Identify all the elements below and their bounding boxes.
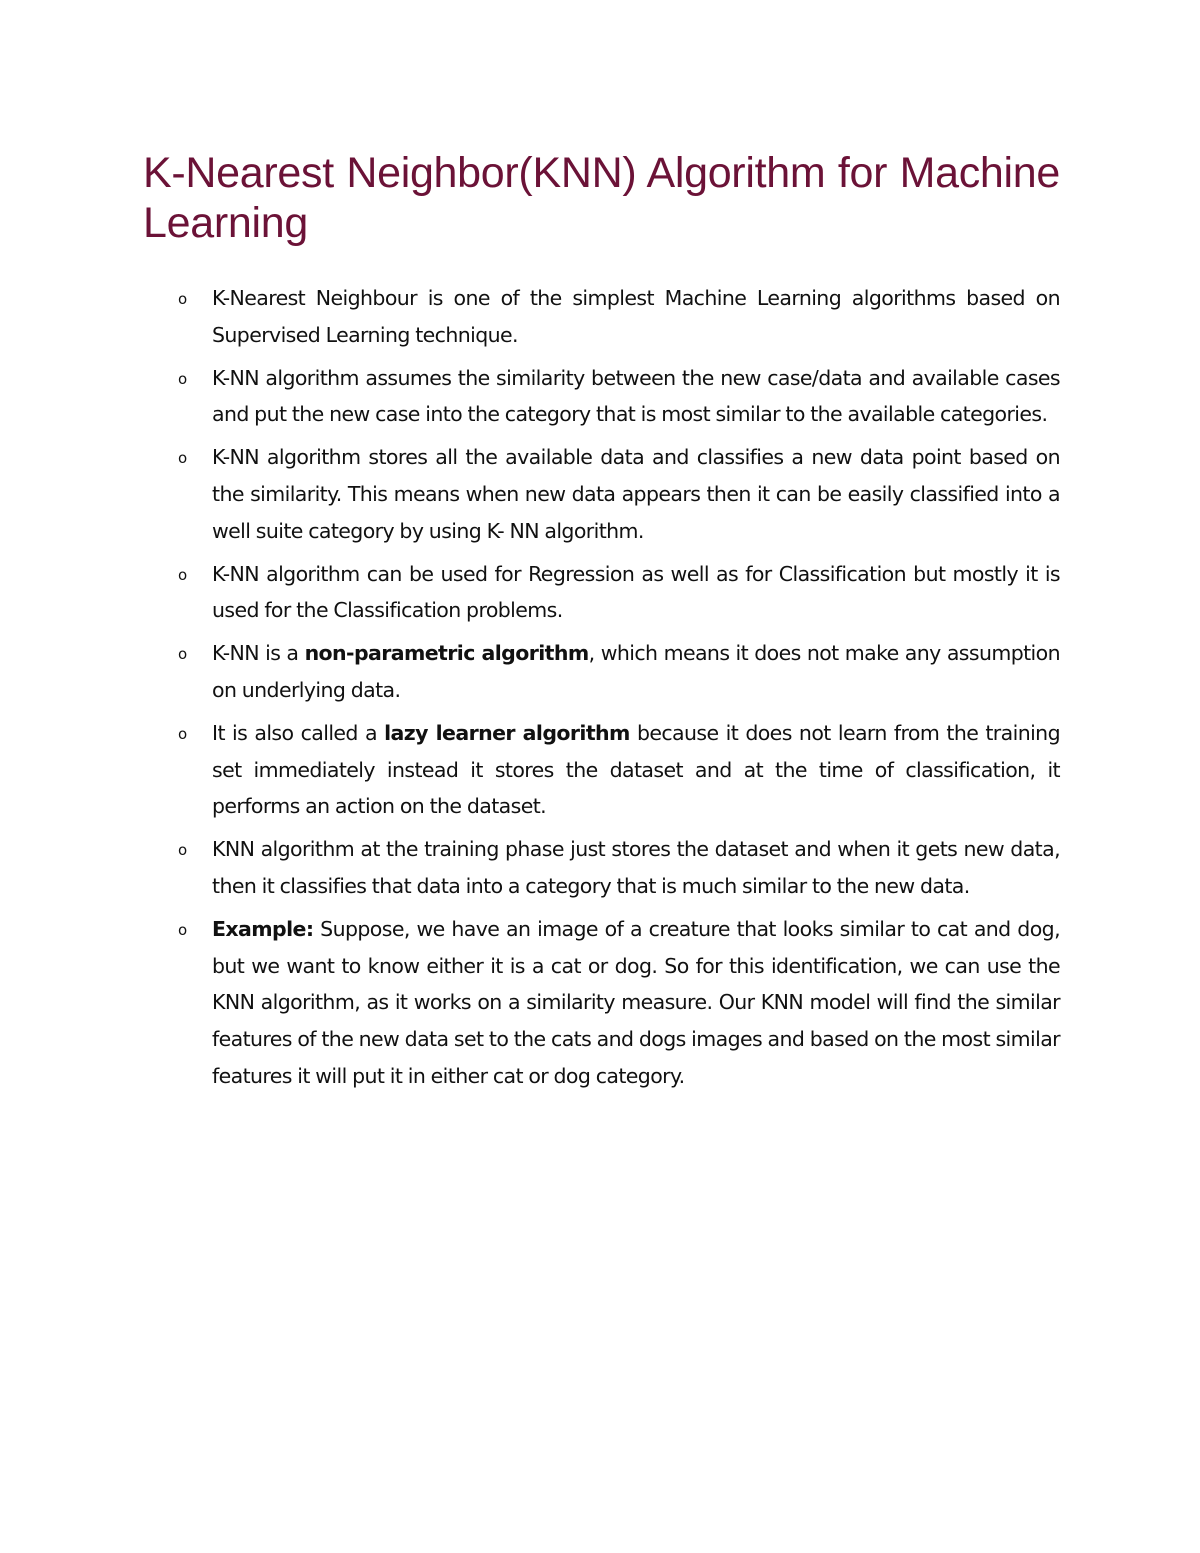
bullet-list: [172, 280, 1060, 1101]
list-item: [172, 715, 1060, 825]
item-text: K-NN algorithm stores all the available data and classifies a new data point based on the similarity. This means when new data appears then it can be easily classified into a well suite category by using K- NN algorithm.: [212, 445, 1060, 543]
item-text-after: , which means it does not make any assumption on underlying data.: [212, 641, 1060, 702]
bullet-circle-icon: o: [178, 290, 187, 308]
list-item: [172, 635, 1060, 709]
item-bold-text: non-parametric algorithm: [304, 641, 589, 666]
bullet-circle-icon: o: [178, 565, 187, 584]
bullet-circle-icon: o: [178, 449, 187, 468]
list-item: [172, 831, 1060, 905]
bullet-circle-icon: o: [178, 369, 187, 388]
page-title: K-Nearest Neighbor(KNN) Algorithm for Machine Learning: [143, 149, 1060, 247]
item-text: KNN algorithm at the training phase just stores the dataset and when it gets new data, then it classifies that data into a category that is much similar to the new data.: [212, 837, 1060, 898]
item-text-after: Suppose, we have an image of a creature that looks similar to cat and dog, but we want to know either it is a cat or dog. So for this identification, we can use the KNN algorithm, as it works on a similarity measure. Our KNN model will find the similar features of the new data set to the cats and dogs images and based on the most similar features it will put it in either cat or dog category.: [212, 916, 1060, 1088]
bullet-circle-icon: o: [178, 920, 187, 939]
item-text-after: because it does not learn from the training set immediately instead it stores the dataset and at the time of classification, it performs an action on the dataset.: [212, 720, 1060, 819]
item-bold-text: lazy learner algorithm: [384, 720, 630, 745]
item-text: K-NN is a: [212, 641, 305, 666]
list-item: [172, 439, 1060, 549]
list-item: [172, 556, 1060, 630]
bullet-circle-icon: o: [178, 841, 187, 860]
list-item: [172, 911, 1060, 1095]
bullet-circle-icon: o: [178, 645, 187, 664]
list-item: [172, 280, 1060, 354]
item-bold-text: Example:: [212, 916, 314, 941]
item-text: It is also called a: [212, 720, 385, 745]
bullet-circle-icon: o: [178, 724, 187, 743]
list-item: [172, 360, 1060, 434]
item-text: K-NN algorithm can be used for Regression as well as for Classification but mostly it is used for the Classification problems.: [212, 561, 1060, 623]
item-text: K-NN algorithm assumes the similarity between the new case/data and available cases and put the new case into the category that is most similar to the available categories.: [212, 365, 1060, 427]
item-text: K-Nearest Neighbour is one of the simplest Machine Learning algorithms based on Supervised Learning technique.: [212, 286, 1060, 347]
